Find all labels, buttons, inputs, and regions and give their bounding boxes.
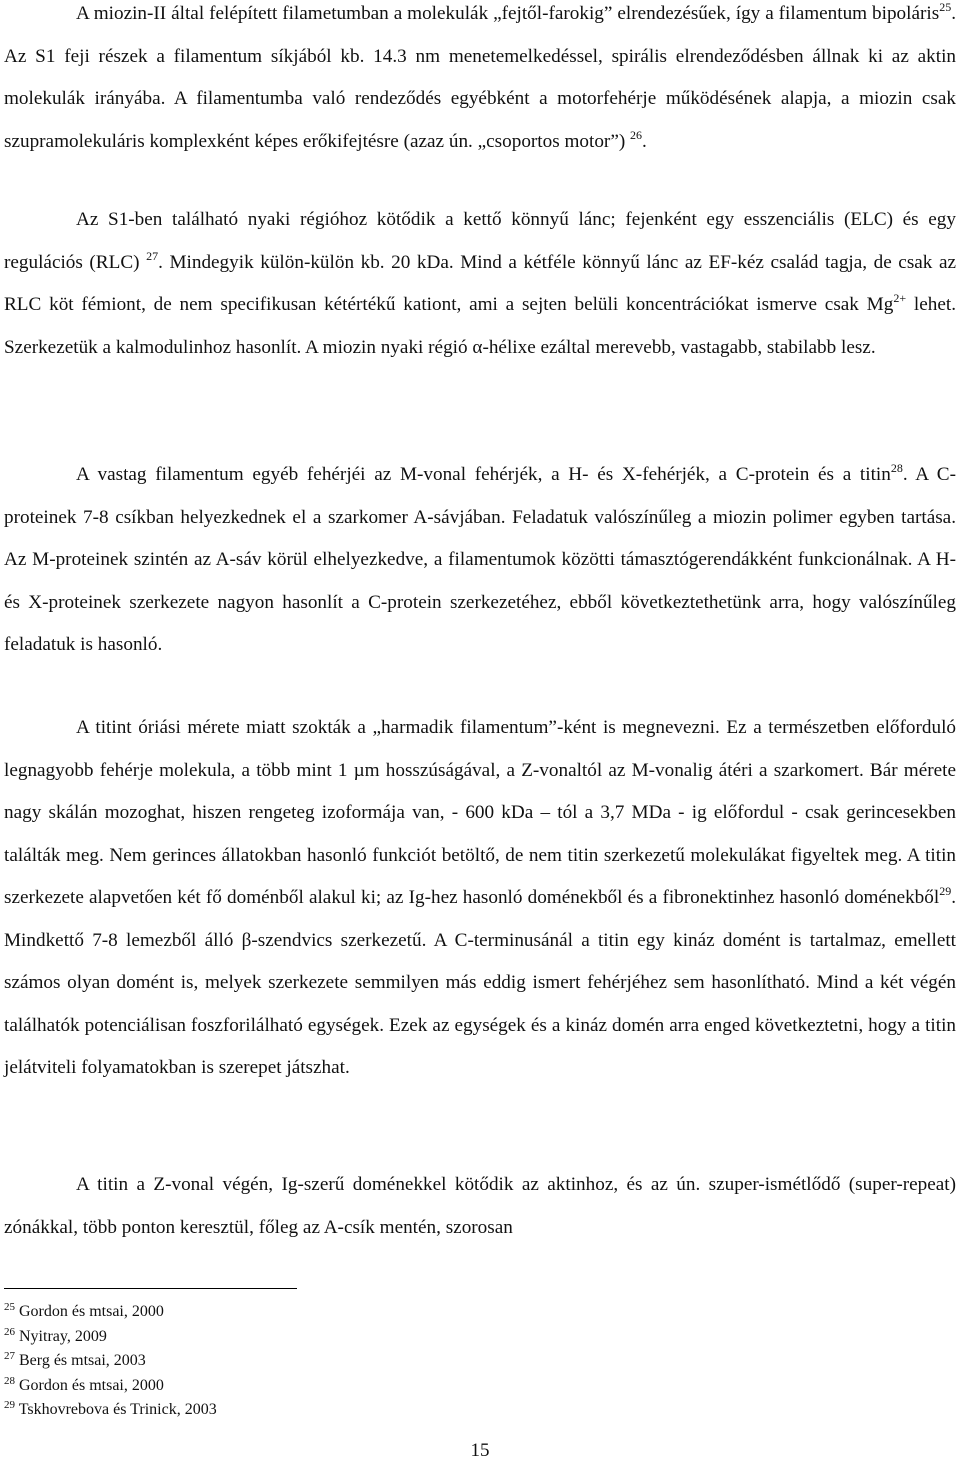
paragraph-text: A vastag filamentum egyéb fehérjéi az M-vonal fehérjék, a H- és X-fehérjék, a C-protein és a titin	[76, 464, 891, 485]
paragraph-text: lehet. Szerkezetük a kalmodulinhoz hasonlít. A miozin nyaki régió α-hélixe ezáltal merevebb, vastagabb, stabilabb lesz.	[4, 294, 956, 358]
paragraph-light-chains	[4, 199, 956, 369]
paragraph-text: Az S1-ben található nyaki régióhoz kötődik a kettő könnyű lánc; fejenként egy esszenciális (ELC) és egy regulációs (RLC)	[4, 209, 956, 273]
paragraph-text: .	[642, 130, 647, 152]
footnote-text: Gordon és mtsai, 2000	[19, 1376, 164, 1394]
footnote	[4, 1325, 217, 1350]
footnote-ref[interactable]: 29	[939, 884, 952, 898]
footnote	[4, 1398, 217, 1423]
footnote-number: 26	[4, 1325, 15, 1338]
footnote	[4, 1300, 217, 1325]
paragraph-text: A titin a Z-vonal végén, Ig-szerű doménekkel kötődik az aktinhoz, és az ún. szuper-ismétlődő (super-repeat) zónákkal, több ponton keresztül, főleg az A-csík mentén, szorosan	[4, 1174, 956, 1238]
paragraph-text: A miozin-II által felépített filametumban a molekulák „fejtől-farokig” elrendezésűek, így a filamentum bipoláris	[76, 3, 940, 24]
footnote-text: Gordon és mtsai, 2000	[19, 1303, 164, 1320]
superscript-charge: 2+	[893, 291, 907, 305]
paragraph-titin	[4, 707, 956, 1090]
footnote-number: 28	[4, 1374, 15, 1387]
footnote-ref[interactable]: 27	[146, 248, 159, 263]
footnote-text: Berg és mtsai, 2003	[19, 1352, 146, 1369]
paragraph-text: A titint óriási mérete miatt szokták a „harmadik filamentum”-ként is megnevezni. Ez a természetben előforduló legnagyobb fehérje molekula, a több mint 1 µm hosszúságával, a Z-vonaltól az M-vonalig átéri a szarkomert. Bár mérete nagy skálán mozoghat, hiszen rengeteg izoformája van, - 600 kDa – tól a 3,7 MDa - ig előfordul - csak gerincesekben találták meg. Nem gerinces állatokban hasonló funkciót betöltő, de nem titin szerkezetű molekulákat figyeltek meg. A titin szerkezete alapvetően két fő doménből alakul ki; az Ig-hez hasonló doménekből és a fibronektinhez hasonló doménekből	[4, 717, 956, 908]
page-number: 15	[470, 1440, 490, 1461]
paragraph-text: . Az S1 feji részek a filamentum síkjából kb. 14.3 nm menetemelkedéssel, spirális elrendeződésben állnak ki az aktin molekulák irányába. A filamentumba való rendeződés egyébként a motorfehérje működésének alapja, a miozin csak szupramolekuláris komplexként képes erőkifejtésre (azaz ún. „csoportos motor”)	[4, 3, 956, 152]
paragraph-titin-binding	[4, 1164, 956, 1249]
paragraph-text: . Mindkettő 7-8 lemezből álló β-szendvics szerkezetű. A C-terminusánál a titin egy kináz domént is tartalmaz, emellett számos olyan domént is, melyek szerkezete semmilyen más eddig ismert fehérjéhez sem hasonlítható. Mind a két végén találhatók potenciálisan foszforilálható egységek. Ezek az egységek és a kináz domén arra enged következtetni, hogy a titin jelátviteli folyamatokban is szerepet játszhat.	[4, 887, 956, 1078]
footnote-separator	[4, 1288, 297, 1289]
footnote-number: 25	[4, 1301, 15, 1313]
footnote	[4, 1374, 217, 1399]
footnote-ref[interactable]: 26	[630, 127, 643, 142]
footnote-ref[interactable]: 25	[939, 0, 952, 14]
footnote-text: Nyitray, 2009	[19, 1327, 107, 1345]
footnotes	[4, 1300, 217, 1423]
footnote	[4, 1349, 217, 1374]
footnote-number: 27	[4, 1350, 15, 1362]
footnote-number: 29	[4, 1399, 15, 1411]
footnote-ref[interactable]: 28	[890, 461, 903, 475]
paragraph-thick-filament-proteins	[4, 454, 956, 667]
paragraph-text: . A C-proteinek 7-8 csíkban helyezkednek el a szarkomer A-sávjában. Feladatuk valószínűleg a miozin polimer egyben tartása. Az M-proteinek szintén az A-sáv körül elhelyezkedve, a filamentumok közötti támasztógerendákként funkcionálnak. A H- és X-proteinek szerkezete nagyon hasonlít a C-protein szerkezetéhez, ebből következtethetünk arra, hogy valószínűleg feladatuk is hasonló.	[4, 464, 956, 655]
paragraph-text: . Mindegyik külön-külön kb. 20 kDa. Mind a kétféle könnyű lánc az EF-kéz család tagja, de csak az RLC köt fémiont, de nem specifikusan kétértékű kationt, ami a sejten belüli koncentrációkat ismerve csak Mg	[4, 251, 956, 315]
footnote-text: Tskhovrebova és Trinick, 2003	[18, 1401, 217, 1418]
paragraph-myosin-filament	[4, 0, 956, 163]
